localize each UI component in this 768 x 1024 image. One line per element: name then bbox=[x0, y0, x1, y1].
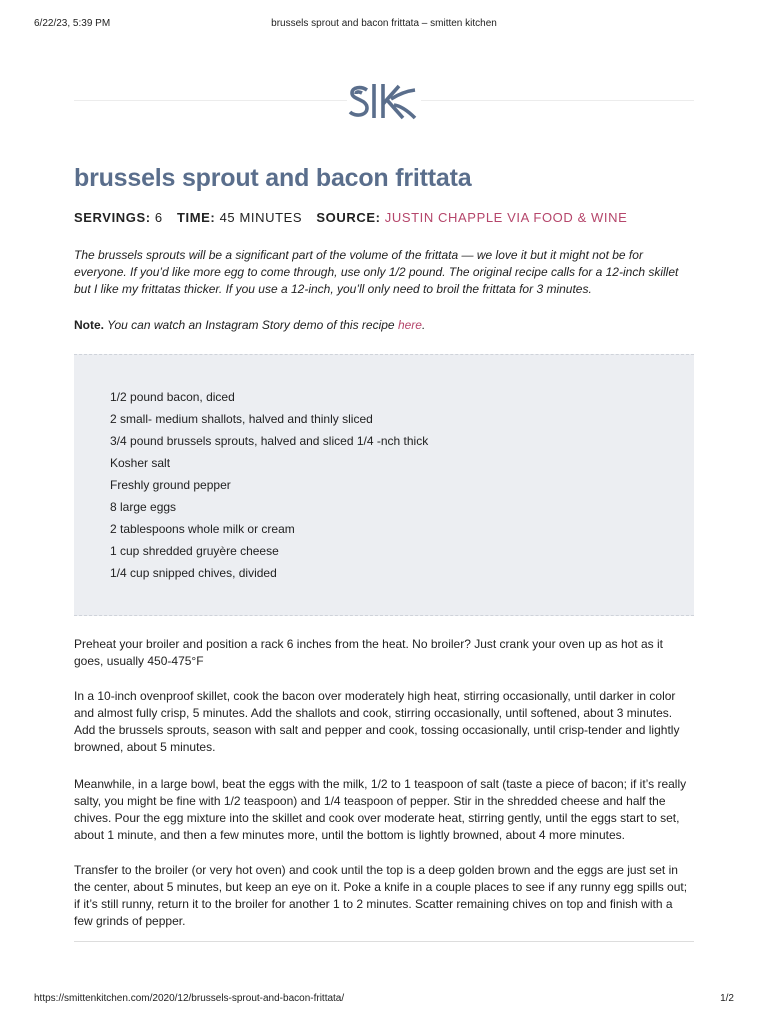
recipe-intro: The brussels sprouts will be a significant part of the volume of the frittata — we love it but it might not be for everyone. If you’d like more egg to come through, use only 1/2 pound. The original recipe calls for a 12-inch skillet but I like my frittatas thicker. If you use a 12-inch, you’ll only need to broil the frittata for 3 minutes. bbox=[74, 248, 679, 296]
ingredient-item: 8 large eggs bbox=[110, 500, 177, 514]
recipe-note bbox=[74, 318, 425, 332]
instruction-step-1: Preheat your broiler and position a rack 6 inches from the heat. No broiler? Just crank your oven up as hot as it goes, usually 450-475°F bbox=[74, 637, 663, 668]
ingredient-item: Freshly ground pepper bbox=[110, 478, 231, 492]
site-logo[interactable] bbox=[347, 78, 421, 124]
recipe-meta bbox=[74, 210, 627, 225]
ingredients-box bbox=[74, 354, 694, 616]
note-label: Note. bbox=[74, 318, 104, 332]
ingredient-item: Kosher salt bbox=[110, 456, 171, 470]
instruction-step-3: Meanwhile, in a large bowl, beat the eggs with the milk, 1/2 to 1 teaspoon of salt (taste a piece of bacon; if it’s really salty, you might be fine with 1/2 teaspoon) and 1/4 teaspoon of pepper. Stir in the shredded cheese and half the chives. Pour the egg mixture into the skillet and cook over moderate heat, stirring gently, until the eggs start to set, about 1 minute, and then a few minutes more, until the bottom is lightly browned, about 4 more minutes. bbox=[74, 777, 687, 842]
sk-logo-icon bbox=[347, 78, 421, 124]
instruction-step-4: Transfer to the broiler (or very hot oven) and cook until the top is a deep golden brown and the eggs are just set in the center, about 5 minutes, but keep an eye on it. Poke a knife in a couple places to see if any runny egg spills out; if it’s still runny, return it to the broiler for another 1 to 2 minutes. Scatter remaining chives on top and finish with a few grinds of pepper. bbox=[74, 863, 688, 928]
servings-value: 6 bbox=[154, 210, 163, 225]
print-footer bbox=[34, 993, 734, 1004]
ingredient-item: 2 small- medium shallots, halved and thinly sliced bbox=[110, 412, 373, 426]
source-label: SOURCE: bbox=[316, 210, 381, 225]
time-value: 45 MINUTES bbox=[219, 210, 303, 225]
recipe-title: brussels sprout and bacon frittata bbox=[74, 164, 472, 192]
note-text: You can watch an Instagram Story demo of this recipe bbox=[107, 318, 395, 332]
instruction-step-2: In a 10-inch ovenproof skillet, cook the bacon over moderately high heat, stirring occasionally, until darker in color and almost fully crisp, 5 minutes. Add the shallots and cook, stirring occasionally, until softened, about 3 minutes. Add the brussels sprouts, season with salt and pepper and cook, tossing occasionally, until crisp-tender and lightly browned, about 5 minutes. bbox=[74, 689, 680, 754]
ingredient-item: 1 cup shredded gruyère cheese bbox=[110, 544, 279, 558]
ingredient-item: 3/4 pound brussels sprouts, halved and sliced 1/4 -nch thick bbox=[110, 434, 429, 448]
ingredient-item: 1/2 pound bacon, diced bbox=[110, 390, 235, 404]
print-url[interactable]: https://smittenkitchen.com/2020/12/brussels-sprout-and-bacon-frittata/ bbox=[34, 993, 345, 1004]
instagram-link[interactable]: here bbox=[397, 318, 422, 332]
servings-label: SERVINGS: bbox=[74, 210, 151, 225]
print-datetime: 6/22/23, 5:39 PM bbox=[34, 18, 111, 29]
ingredients-list bbox=[110, 386, 428, 584]
print-page-title: brussels sprout and bacon frittata – smitten kitchen bbox=[271, 18, 497, 29]
time-label: TIME: bbox=[176, 210, 216, 225]
ingredient-item: 2 tablespoons whole milk or cream bbox=[110, 522, 295, 536]
footer-divider bbox=[74, 941, 694, 942]
ingredient-item: 1/4 cup snipped chives, divided bbox=[110, 566, 277, 580]
page-number: 1/2 bbox=[720, 993, 734, 1004]
source-link[interactable]: JUSTIN CHAPPLE VIA FOOD & WINE bbox=[384, 210, 628, 225]
note-end: . bbox=[421, 318, 426, 332]
